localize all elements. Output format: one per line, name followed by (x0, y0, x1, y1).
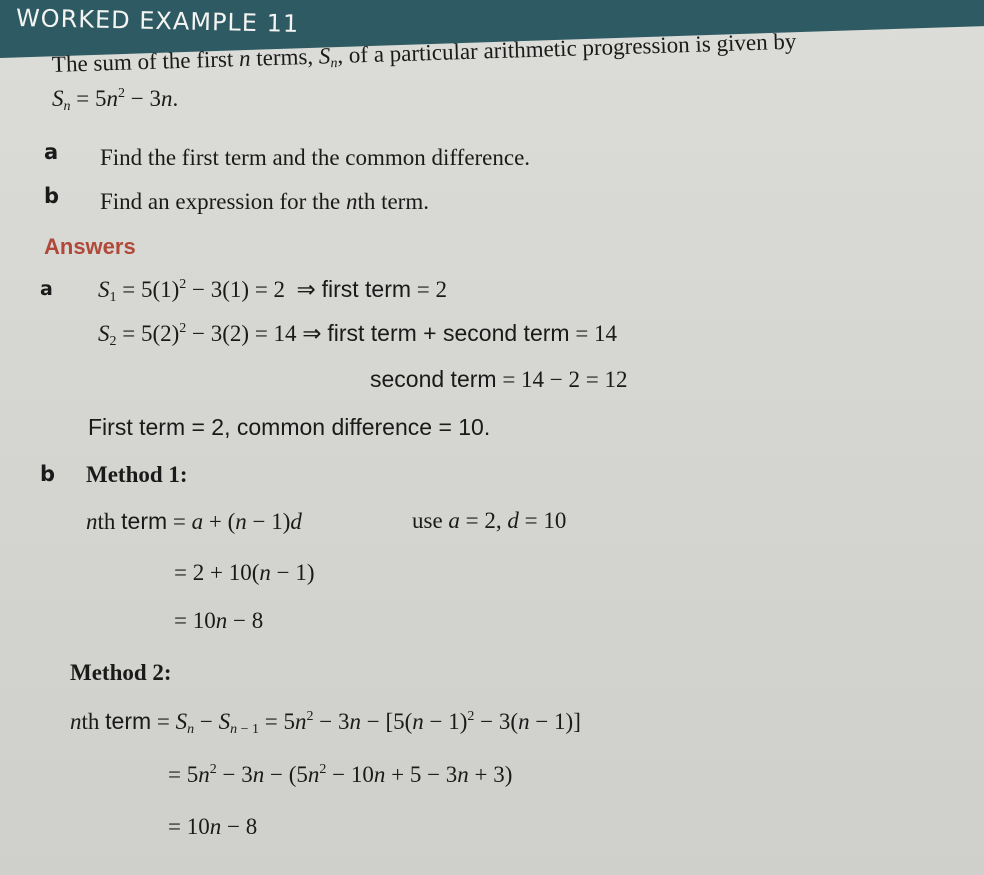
method2-line3: = 10n − 8 (168, 814, 258, 839)
question-part-b-label: b (44, 184, 60, 208)
method2-heading: Method 2: (70, 660, 172, 685)
method2-line1: nth term = $S_n - S_{n - 1} = 5n^2 - 3n - [5(n - 1)^2 - 3(n - 1)]$ (70, 708, 581, 737)
answer-a-line3: second term = 14 − 2 = 12 (370, 366, 628, 392)
question-intro: The sum of the first n terms, $S_n$, of a particular arithmetic progression is given by (51, 28, 797, 77)
answers-heading: Answers (44, 234, 136, 259)
method1-note: use a = 2, d = 10 (412, 508, 567, 533)
answer-a-label: a (40, 278, 53, 300)
question-part-a-text: Find the first term and the common difference. (100, 145, 531, 170)
answer-a-line4: First term = 2, common difference = 10. (88, 414, 491, 440)
question-formula: $S_n = 5n^2 - 3n$. (52, 86, 179, 114)
answer-b-label: b (40, 462, 56, 486)
page-title: WORKED EXAMPLE 11 (15, 4, 300, 38)
method1-line1: nth term = a + (n − 1)d (86, 508, 302, 534)
method1-heading: Method 1: (86, 462, 188, 487)
answer-a-line2: $S_2 = 5(2)^2 - 3(2) = 14$ ⇒ first term + second term = 14 (98, 320, 618, 349)
method2-line2: = $5n^2 - 3n - (5n^2 - 10n + 5 - 3n + 3)$ (168, 762, 513, 787)
method1-line2: = 2 + 10(n − 1) (174, 560, 315, 585)
method1-line3: = 10n − 8 (174, 608, 264, 633)
answer-a-line1: $S_1 = 5(1)^2 - 3(1) = 2$ ⇒ first term = 2 (98, 276, 448, 305)
question-part-a-label: a (44, 140, 59, 164)
question-part-b-text: Find an expression for the nth term. (100, 189, 429, 214)
